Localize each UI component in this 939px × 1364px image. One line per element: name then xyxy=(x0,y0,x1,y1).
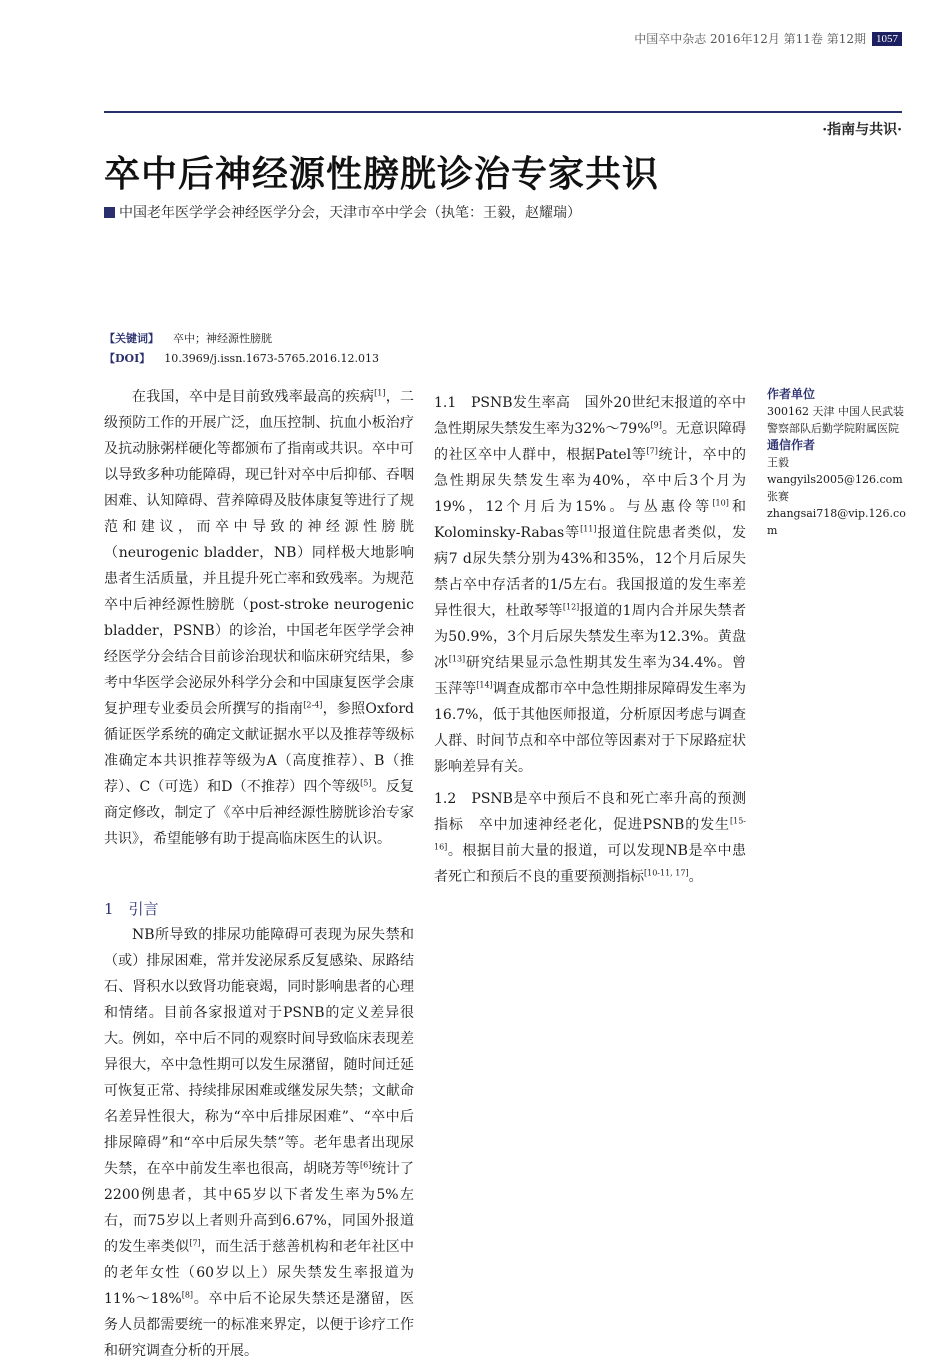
header-rule xyxy=(104,111,902,113)
citation: [7] xyxy=(189,1238,201,1248)
doi-label: 【DOI】 xyxy=(104,352,151,365)
citation: [10] xyxy=(712,498,729,508)
section-1-paragraph: NB所导致的排尿功能障碍可表现为尿失禁和（或）排尿困难，常并发泌尿系反复感染、尿路结石、肾积水以致肾功能衰竭，同时影响患者的心理和情绪。目前各家报道对于PSNB的定义差异很大。例如，卒中后不同的观察时间导致临床表现差异很大，卒中急性期可以发生尿潴留，随时间迁延可恢复正常、持续排尿困难或继发尿失禁；文献命名差异性很大，称为“卒中后排尿困难”、“卒中后排尿障碍”和“卒中后尿失禁”等。老年患者出现尿失禁，在卒中前发生率也很高，胡晓芳等[6]统计了2200例患者，其中65岁以下者发生率为5%左右，而75岁以上者则升高到6.67%，同国外报道的发生率类似[7]，而生活于慈善机构和老年社区中的老年女性（60岁以上）尿失禁发生率报道为11%～18%[8]。卒中后不论尿失禁还是潴留，医务人员都需要统一的标准来界定，以便于诊疗工作和研究调查分析的开展。 xyxy=(104,927,415,1359)
citation: [9] xyxy=(650,420,662,430)
journal-info: 中国卒中杂志 2016年12月 第11卷 第12期 xyxy=(634,32,866,46)
subsection-1-2: 1.2 PSNB是卒中预后不良和死亡率升高的预测指标 卒中加速神经老化，促进PSNB的发生[15-16]。根据目前大量的报道，可以发现NB是卒中患者死亡和预后不良的重要预测指标[10-11, 17]。 xyxy=(434,791,746,885)
citation: [10-11, 17] xyxy=(644,868,689,878)
section-tag: ·指南与共识· xyxy=(822,122,902,138)
authors-text: 中国老年医学学会神经医学分会，天津市卒中学会（执笔：王毅，赵耀瑞） xyxy=(119,205,581,221)
running-header xyxy=(634,30,902,47)
affiliation-text: 300162 天津 中国人民武装警察部队后勤学院附属医院 xyxy=(767,405,904,435)
citation: [1] xyxy=(374,388,386,398)
affiliation-label: 作者单位 xyxy=(767,387,816,401)
citation: [11] xyxy=(580,524,597,534)
corresponding-email-1: wangyils2005@126.com xyxy=(767,473,903,486)
square-bullet-icon xyxy=(104,207,115,218)
citation: [12] xyxy=(562,602,580,612)
author-sidebar xyxy=(767,386,907,539)
doi-value: 10.3969/j.issn.1673-5765.2016.12.013 xyxy=(164,352,379,365)
corresponding-name-1: 王毅 xyxy=(767,456,789,469)
citation: [14] xyxy=(476,680,493,690)
article-title: 卒中后神经源性膀胱诊治专家共识 xyxy=(104,154,660,195)
body-column-right xyxy=(434,384,746,890)
author-line xyxy=(104,202,581,222)
citation: [15-16] xyxy=(434,816,746,852)
intro-paragraph: 在我国，卒中是目前致残率最高的疾病[1]，二级预防工作的开展广泛，血压控制、抗血小板治疗及抗动脉粥样硬化等都颁布了指南或共识。卒中可以导致多种功能障碍，现已针对卒中后抑郁、吞咽困难、认知障碍、营养障碍及肢体康复等进行了规范和建议，而卒中导致的神经源性膀胱（neurogenic bladder，NB）同样极大地影响患者生活质量，并且提升死亡率和致残率。为规范卒中后神经源性膀胱（post-stroke neurogenic bladder，PSNB）的诊治，中国老年医学学会神经医学分会结合目前诊治现状和临床研究结果，参考中华医学会泌尿外科学分会和中国康复医学会康复护理专业委员会所撰写的指南[2-4]，参照Oxford循证医学系统的确定文献证据水平以及推荐等级标准确定本共识推荐等级为A（高度推荐）、B（推荐）、C（可选）和D（不推荐）四个等级[5]。反复商定修改，制定了《卒中后神经源性膀胱诊治专家共识》，希望能够有助于提高临床医生的认识。 xyxy=(104,388,415,847)
corresponding-email-2: zhangsai718@vip.126.com xyxy=(767,507,906,537)
keywords-row xyxy=(104,330,272,346)
citation: [8] xyxy=(181,1290,194,1300)
citation: [2-4] xyxy=(303,700,323,710)
corresponding-label: 通信作者 xyxy=(767,438,816,452)
section-heading: 1 引言 xyxy=(104,900,159,918)
citation: [13] xyxy=(448,654,466,664)
corresponding-name-2: 张赛 xyxy=(767,490,789,503)
keywords-value: 卒中；神经源性膀胱 xyxy=(173,332,272,345)
citation: [7] xyxy=(646,446,658,456)
subsection-1-1: 1.1 PSNB发生率高 国外20世纪末报道的卒中急性期尿失禁发生率为32%～79%[9]。无意识障碍的社区卒中人群中，根据Patel等[7]统计，卒中的急性期尿失禁发生率为40%，卒中后3个月为19%，12个月后为15%。与丛惠伶等[10]和Kolominsky-Rabas等[11]报道住院患者类似，发病7 d尿失禁分别为43%和35%，12个月后尿失禁占卒中存活者的1/5左右。我国报道的发生率差异性很大，杜敢琴等[12]报道的1周内合并尿失禁者为50.9%，3个月后尿失禁发生率为12.3%。黄盘冰[13]研究结果显示急性期其发生率为34.4%。曾玉萍等[14]调查成都市卒中急性期排尿障碍发生率为16.7%，低于其他医师报道，分析原因考虑与调查人群、时间节点和卒中部位等因素对于下尿路症状影响差异有关。 xyxy=(434,395,747,775)
keywords-label: 【关键词】 xyxy=(104,332,159,345)
body-column-left xyxy=(104,384,414,1364)
citation: [6] xyxy=(360,1160,372,1170)
doi-row xyxy=(104,350,379,366)
page-number: 1057 xyxy=(872,32,902,46)
citation: [5] xyxy=(360,778,372,788)
